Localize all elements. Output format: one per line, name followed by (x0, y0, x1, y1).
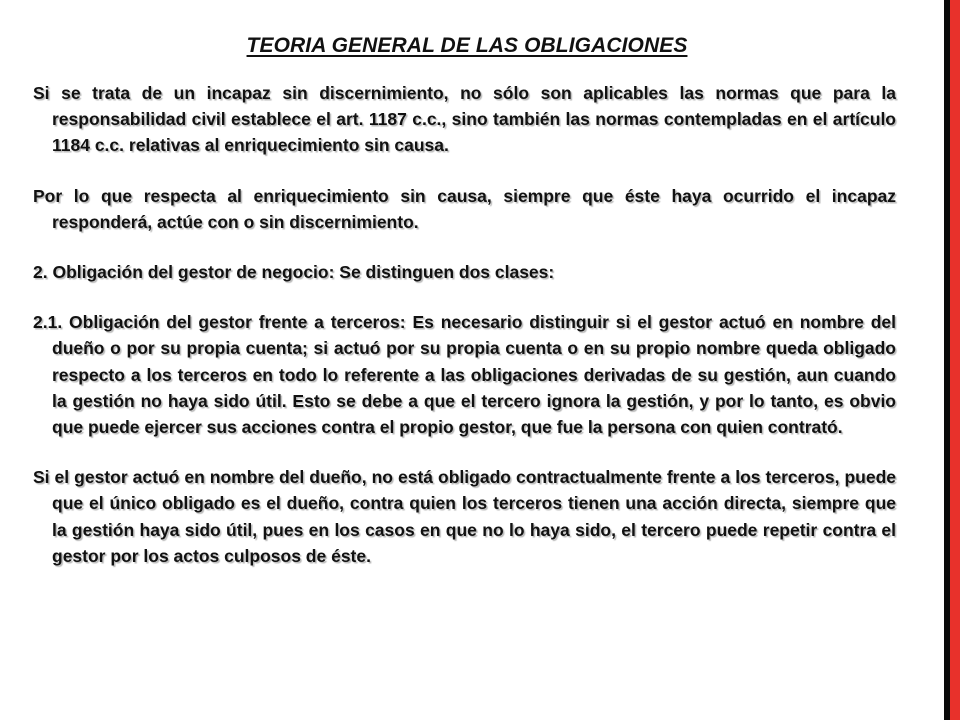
paragraph-obligacion-gestor: 2. Obligación del gestor de negocio: Se distinguen dos clases: (33, 262, 555, 283)
slide-body (33, 80, 896, 593)
slide-title: TEORIA GENERAL DE LAS OBLIGACIONES (246, 34, 688, 57)
paragraph-enriquecimiento: Por lo que respecta al enriquecimiento sin causa, siempre que éste haya ocurrido el incapaz responderá, actúe con o sin discernimiento. (33, 185, 896, 232)
paragraph-incapaz: Si se trata de un incapaz sin discernimiento, no sólo son aplicables las normas que para la responsabilidad civil establece el art. 1187 c.c., sino también las normas contempladas en el artículo 1184 c.c. relativas al enriquecimiento sin causa. (33, 83, 896, 156)
paragraph-gestor-terceros: 2.1. Obligación del gestor frente a terceros: Es necesario distinguir si el gestor actuó en nombre del dueño o por su propia cuenta; si actuó por su propia cuenta o en su propio nombre queda obligado respecto a los terceros en todo lo referente a las obligaciones derivadas de su gestión, aun cuando la gestión no haya sido útil. Esto se debe a que el tercero ignora la gestión, y por lo tanto, es obvio que puede ejercer sus acciones contra el propio gestor, que fue la persona con quien contrató. (33, 312, 896, 438)
accent-bar-red (950, 0, 960, 720)
paragraph-gestor-dueno: Si el gestor actuó en nombre del dueño, no está obligado contractualmente frente a los terceros, puede que el único obligado es el dueño, contra quien los terceros tienen una acción directa, siempre que la gestión haya sido útil, pues en los casos en que no lo haya sido, el tercero puede repetir contra el gestor por los actos culposos de éste. (33, 467, 896, 566)
